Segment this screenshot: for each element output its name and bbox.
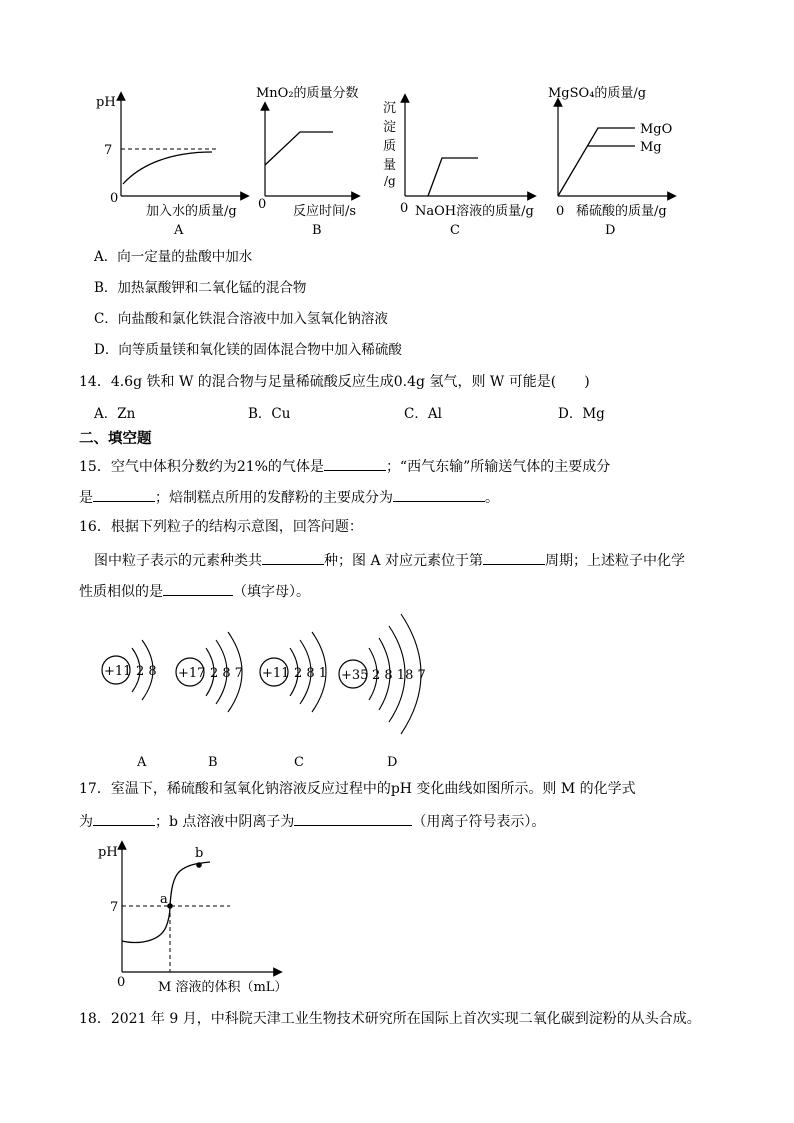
q15-text-3: 是 <box>79 490 93 506</box>
q14-option-c: C．Al <box>404 406 442 422</box>
q15-text-1: 15．空气中体积分数约为21%的气体是 <box>79 459 324 475</box>
q17-blank-2[interactable] <box>294 813 412 826</box>
graph-a <box>96 95 245 238</box>
atom-c-nucleus: +11 <box>262 666 290 681</box>
q14-option-d: D．Mg <box>558 406 605 422</box>
q17-point-a <box>167 903 173 909</box>
q16-text-4: 性质相似的是 <box>79 584 163 600</box>
graph-d-xlabel: 稀硫酸的质量/g <box>576 204 667 219</box>
graph-d-ylabel: MgSO₄的质量/g <box>548 86 647 101</box>
atom-d-nucleus: +35 <box>341 668 369 683</box>
graph-b-ylabel: MnO₂的质量分数 <box>256 86 359 101</box>
q17-text-1: 为 <box>79 814 93 830</box>
q16-atom-diagrams <box>0 600 794 775</box>
q15-line1 <box>79 458 610 474</box>
q16-line3 <box>79 583 310 599</box>
q17-point-b <box>196 862 202 868</box>
atom-a <box>102 640 157 770</box>
q17-line1: 17．室温下，稀硫酸和氢氧化钠溶液反应过程中的pH 变化曲线如图所示。则 M 的化学式 <box>79 781 636 797</box>
q17-text-3: （用离子符号表示）。 <box>412 814 546 830</box>
graph-c <box>383 98 534 238</box>
graph-b-letter: B <box>312 223 322 238</box>
q16-text-1: 图中粒子表示的元素种类共 <box>94 553 262 569</box>
q14-option-a: A．Zn <box>94 406 136 422</box>
q16-blank-2[interactable] <box>483 552 545 565</box>
atom-c-shells: 2 8 1 <box>294 666 328 681</box>
q16-text-3: 周期；上述粒子中化学 <box>545 553 686 569</box>
graph-c-origin: 0 <box>400 201 409 216</box>
graph-c-line <box>428 158 478 196</box>
q17-text-2: ；b 点溶液中阴离子为 <box>155 814 295 830</box>
atom-b-shells: 2 8 7 <box>210 666 244 681</box>
q15-blank-3[interactable] <box>393 489 485 502</box>
q15-text-5: 。 <box>485 490 499 506</box>
graph-a-letter: A <box>174 223 184 238</box>
q13-option-b: B．加热氯酸钾和二氧化锰的混合物 <box>94 280 307 296</box>
atom-a-shells: 2 8 <box>136 664 157 679</box>
q17-ylabel: pH <box>98 845 118 860</box>
graph-a-ylabel: pH <box>96 95 116 110</box>
q14-stem: 14．4.6g 铁和 W 的混合物与足量稀硫酸反应生成0.4g 氢气，则 W 可能是( ) <box>79 374 590 390</box>
q17-tick7: 7 <box>110 900 119 915</box>
graph-c-ylabel-1: 淀 <box>383 120 397 135</box>
graph-d-mgo-line <box>558 128 635 196</box>
q16-line1: 16．根据下列粒子的结构示意图，回答问题： <box>79 519 363 535</box>
atom-b-letter: B <box>208 755 218 770</box>
atom-a-letter: A <box>137 755 147 770</box>
graph-b-line <box>265 132 333 165</box>
q13-option-c: C．向盐酸和氯化铁混合溶液中加入氢氧化钠溶液 <box>94 311 388 327</box>
q13-graphs <box>0 0 794 245</box>
q17-ph-graph <box>0 835 794 1005</box>
graph-b <box>256 85 359 238</box>
q17-label-b: b <box>195 846 204 861</box>
graph-d-origin: 0 <box>556 204 565 219</box>
graph-d-mg-label: Mg <box>640 140 662 155</box>
q16-line2 <box>94 552 685 568</box>
graph-c-ylabel-0: 沉 <box>383 101 397 116</box>
atom-c <box>260 632 327 770</box>
graph-c-ylabel-4: /g <box>384 174 396 188</box>
graph-a-curve <box>123 152 212 184</box>
graph-a-xlabel: 加入水的质量/g <box>146 204 237 219</box>
q15-blank-1[interactable] <box>324 458 386 471</box>
q17-line2 <box>79 813 545 829</box>
atom-c-letter: C <box>294 755 304 770</box>
atom-d-shells: 2 8 18 7 <box>372 668 426 683</box>
graph-d <box>548 86 672 238</box>
atom-a-nucleus: +11 <box>104 664 132 679</box>
q15-line2 <box>79 489 499 505</box>
q17-origin: 0 <box>117 975 126 990</box>
graph-c-ylabel-2: 质 <box>383 139 397 154</box>
q16-blank-1[interactable] <box>262 552 324 565</box>
graph-d-letter: D <box>605 223 616 238</box>
graph-c-xlabel: NaOH溶液的质量/g <box>415 204 534 219</box>
q16-text-5: （填字母）。 <box>233 584 310 600</box>
section-title-fill-blank: 二、填空题 <box>79 431 152 447</box>
graph-c-letter: C <box>450 223 460 238</box>
q18-line1: 18．2021 年 9 月，中科院天津工业生物技术研究所在国际上首次实现二氧化碳到淀粉的从头合成。 <box>79 1011 701 1027</box>
graph-a-origin: 0 <box>110 191 119 206</box>
graph-b-xlabel: 反应时间/s <box>293 204 357 219</box>
q16-blank-3[interactable] <box>163 583 233 596</box>
graph-a-tick7: 7 <box>104 143 113 158</box>
q15-text-4: ；焙制糕点所用的发酵粉的主要成分为 <box>155 490 393 506</box>
atom-b-nucleus: +17 <box>178 666 206 681</box>
q16-text-2: 种；图 A 对应元素位于第 <box>324 553 484 569</box>
q14-option-b: B．Cu <box>248 406 291 422</box>
q13-option-d: D．向等质量镁和氧化镁的固体混合物中加入稀硫酸 <box>94 342 402 358</box>
q17-blank-1[interactable] <box>93 813 155 826</box>
atom-d <box>339 614 426 770</box>
q15-text-2: ；“西气东输”所输送气体的主要成分 <box>385 459 611 475</box>
q17-label-a: a <box>160 892 168 907</box>
atom-b <box>176 632 243 770</box>
graph-c-ylabel-3: 量 <box>383 158 397 173</box>
q15-blank-2[interactable] <box>93 489 155 502</box>
graph-b-origin: 0 <box>258 197 267 212</box>
q17-xlabel: M 溶液的体积（mL） <box>158 980 288 995</box>
atom-d-letter: D <box>387 755 398 770</box>
q13-option-a: A．向一定量的盐酸中加水 <box>94 249 253 265</box>
graph-d-mgo-label: MgO <box>640 122 673 137</box>
